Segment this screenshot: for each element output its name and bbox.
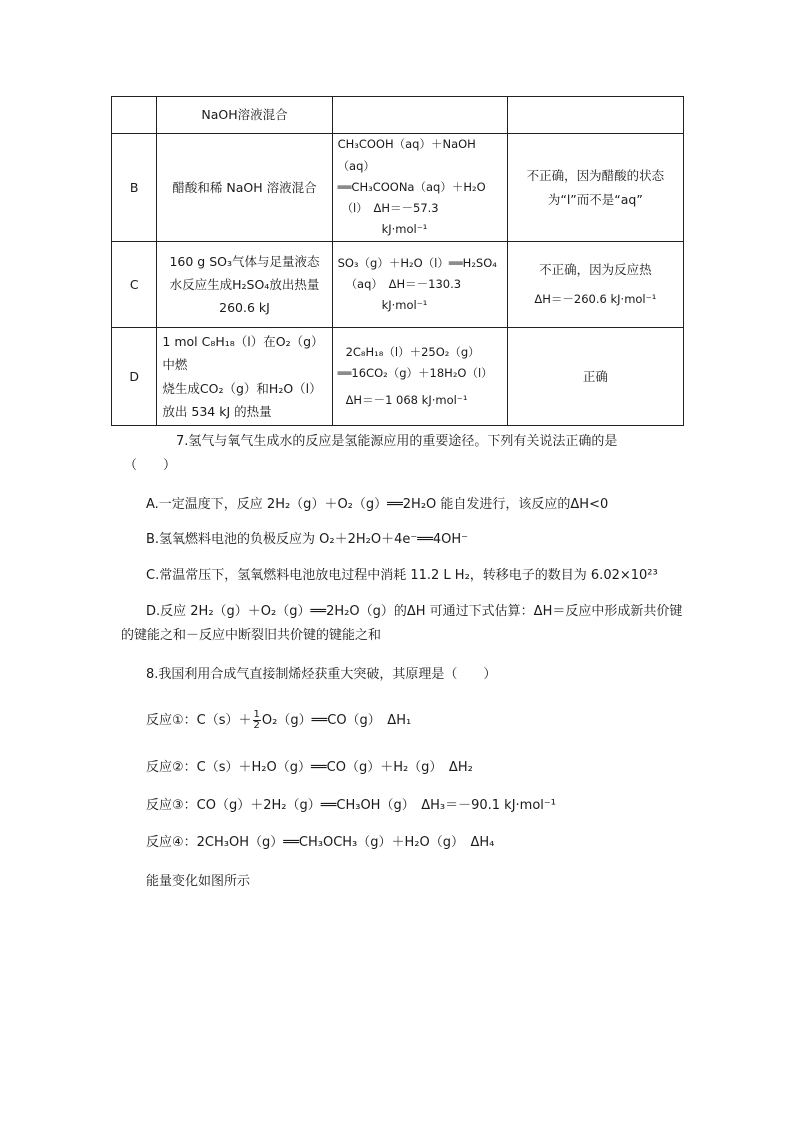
question-7-option-d: D.反应 2H₂（g）＋O₂（g）══2H₂O（g）的ΔH 可通过下式估算：ΔH＝反应中形成新共价键	[146, 604, 683, 619]
desc-text: NaOH溶液混合	[201, 107, 288, 123]
question-7-stem: 7.氢气与氧气生成水的反应是氢能源应用的重要途径。下列有关说法正确的是	[176, 434, 618, 449]
reaction-4: 反应④：2CH₃OH（g）══CH₃OCH₃（g）＋H₂O（g） ΔH₄	[146, 835, 495, 850]
desc-cell	[157, 134, 332, 242]
question-7-option-b: B.氢氧燃料电池的负极反应为 O₂＋2H₂O＋4e⁻══4OH⁻	[146, 532, 469, 547]
equation-cell	[332, 97, 507, 134]
option-label: B	[129, 179, 139, 195]
judge-line: 为“l”而不是“aq”	[547, 191, 643, 207]
fraction-one-half	[253, 710, 261, 731]
judge-cell	[507, 328, 683, 426]
option-cell	[112, 97, 157, 134]
option-label: C	[129, 276, 139, 292]
judge-text: 正确	[582, 368, 608, 384]
question-7-paren: （ ）	[124, 458, 177, 473]
question-7-option-d-cont: 的键能之和－反应中断裂旧共价键的键能之和	[121, 628, 382, 643]
desc-line: 水反应生成H₂SO₄放出热量	[169, 276, 320, 292]
equation-line: kJ·mol⁻¹	[381, 298, 428, 313]
desc-cell	[157, 328, 332, 426]
option-cell	[112, 328, 157, 426]
judge-cell	[507, 242, 683, 328]
desc-line: 260.6 kJ	[219, 300, 270, 316]
question-7-option-c: C.常温常压下，氢氧燃料电池放电过程中消耗 11.2 L H₂，转移电子的数目为 6.02×10²³	[146, 568, 658, 583]
reaction-1	[146, 710, 686, 732]
reaction-1-right: O₂（g）══CO（g） ΔH₁	[261, 713, 412, 728]
desc-cell	[157, 97, 332, 134]
table-row	[112, 134, 684, 242]
equation-line: ══16CO₂（g）＋18H₂O（l）	[337, 365, 493, 380]
equation-line: 2C₈H₁₈（l）＋25O₂（g）	[345, 344, 480, 359]
fraction-numerator: 1	[253, 709, 260, 720]
judge-cell	[507, 97, 683, 134]
equation-line: kJ·mol⁻¹	[381, 222, 428, 237]
option-label: D	[129, 368, 140, 384]
reaction-2: 反应②：C（s）＋H₂O（g）══CO（g）＋H₂（g） ΔH₂	[146, 760, 473, 775]
fraction-denominator: 2	[253, 720, 260, 731]
equation-cell	[332, 134, 507, 242]
desc-text: 醋酸和稀 NaOH 溶液混合	[172, 179, 317, 195]
reaction-3: 反应③：CO（g）＋2H₂（g）══CH₃OH（g） ΔH₃＝－90.1 kJ·mol⁻¹	[146, 798, 556, 813]
judge-line: 不正确，因为醋酸的状态	[526, 168, 665, 184]
equation-line: （aq） ΔH＝－130.3	[345, 276, 462, 291]
table-row	[112, 97, 684, 134]
option-cell	[112, 134, 157, 242]
desc-cell	[157, 242, 332, 328]
equation-line: CH₃COOH（aq）＋NaOH（aq）	[337, 137, 476, 173]
equation-cell	[332, 242, 507, 328]
desc-line: 烧生成CO₂（g）和H₂O（l）	[162, 380, 322, 396]
answer-table	[111, 96, 684, 426]
equation-line: ══CH₃COONa（aq）＋H₂O	[337, 179, 486, 194]
option-cell	[112, 242, 157, 328]
table-row	[112, 242, 684, 328]
equation-cell	[332, 328, 507, 426]
question-7-option-a: A.一定温度下，反应 2H₂（g）＋O₂（g）══2H₂O 能自发进行，该反应的ΔH<0	[146, 497, 609, 512]
judge-line: 不正确，因为反应热	[539, 262, 652, 278]
desc-line: 160 g SO₃气体与足量液态	[169, 253, 320, 269]
desc-line: 1 mol C₈H₁₈（l）在O₂（g）中燃	[162, 334, 324, 373]
judge-cell	[507, 134, 683, 242]
equation-line: ΔH＝－1 068 kJ·mol⁻¹	[345, 393, 468, 408]
desc-line: 放出 534 kJ 的热量	[162, 403, 272, 419]
equation-line: （l） ΔH＝－57.3	[341, 201, 439, 216]
equation-line: SO₃（g）＋H₂O（l）══H₂SO₄	[337, 255, 497, 270]
energy-note: 能量变化如图所示	[146, 874, 251, 889]
reaction-1-left: 反应①：C（s）＋	[146, 713, 252, 728]
table-row	[112, 328, 684, 426]
judge-line: ΔH＝－260.6 kJ·mol⁻¹	[534, 292, 657, 307]
question-8-stem: 8.我国利用合成气直接制烯烃获重大突破，其原理是（ ）	[146, 667, 497, 682]
